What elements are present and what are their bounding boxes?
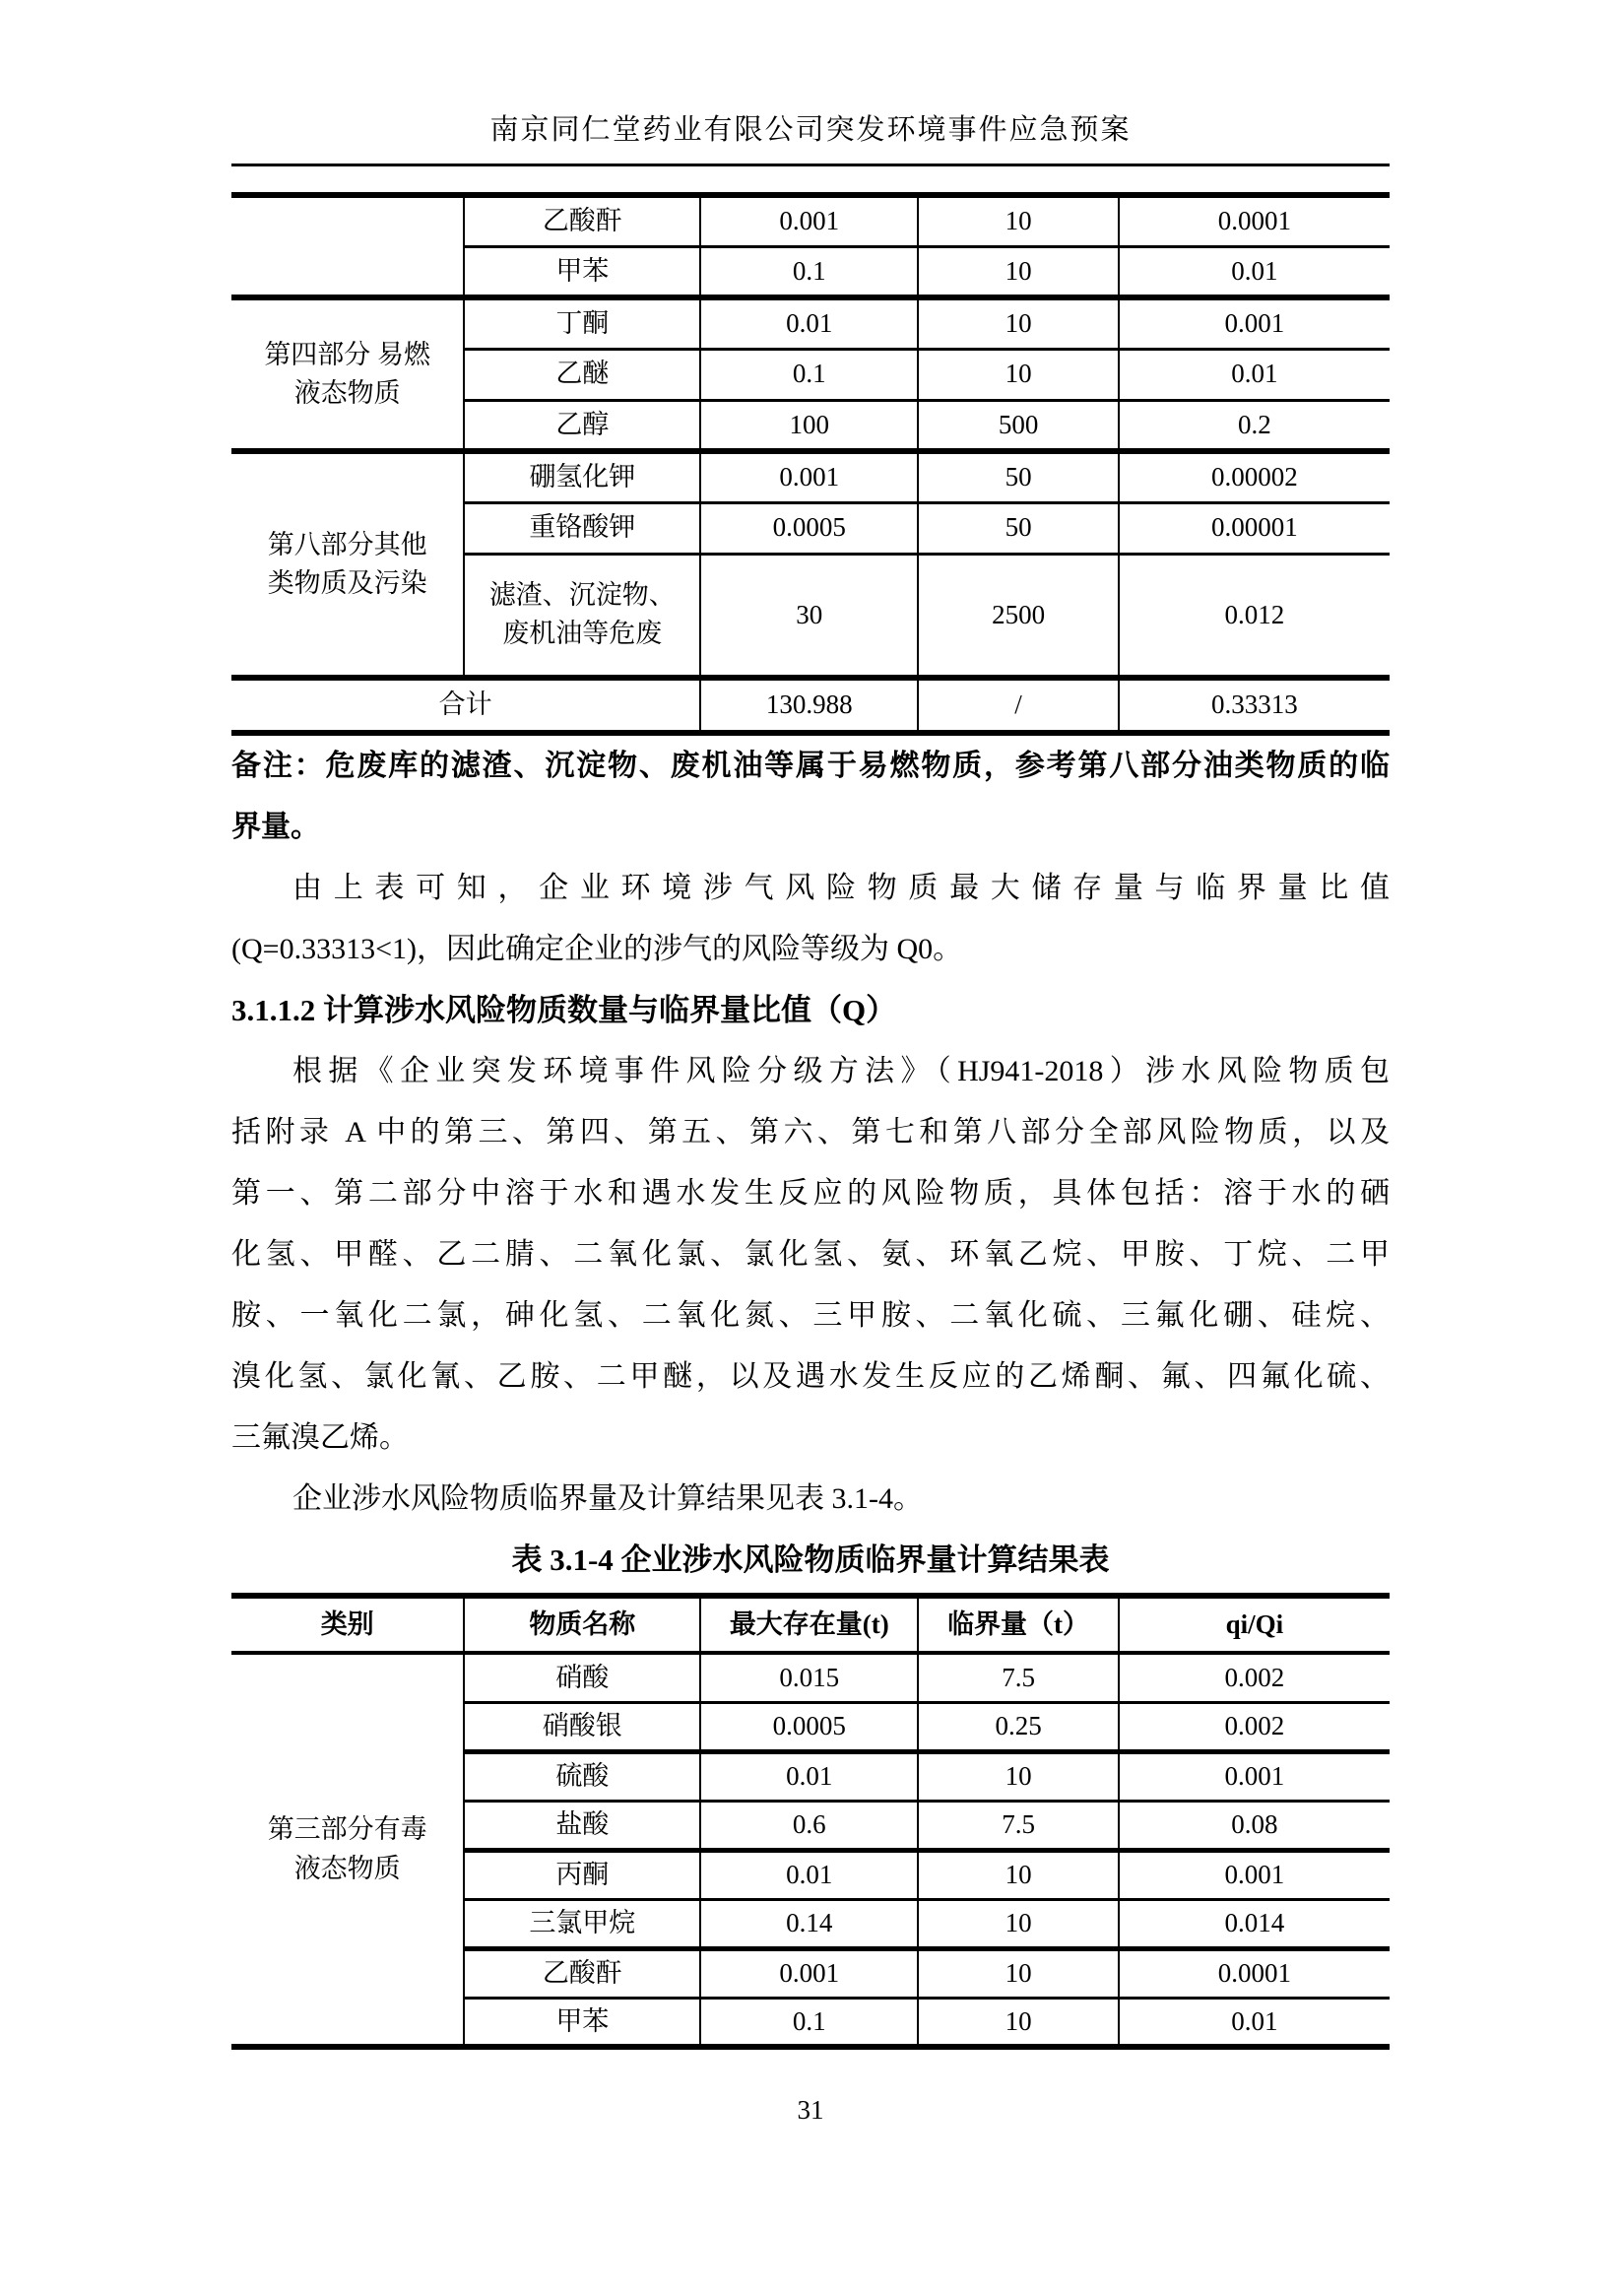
cell-ratio: 0.01 — [1119, 1998, 1390, 2047]
cell-substance-name: 盐酸 — [464, 1801, 700, 1850]
cell-ratio: 0.012 — [1119, 554, 1390, 678]
header-cell-max-quantity: 最大存在量(t) — [700, 1596, 918, 1653]
cell-threshold: 500 — [918, 400, 1118, 451]
page-header — [231, 110, 1390, 166]
table-row — [231, 297, 1390, 349]
cell-substance-name — [464, 554, 700, 678]
header-cell-category: 类别 — [231, 1596, 464, 1653]
cell-category-empty — [231, 195, 464, 297]
note-paragraph-line: 界量。 — [231, 811, 320, 843]
cell-max-quantity: 0.1 — [700, 1998, 918, 2047]
cell-substance-name: 乙酸酐 — [464, 1948, 700, 1998]
table-header-row — [231, 1596, 1390, 1653]
air-conclusion-line: (Q=0.33313<1)，因此确定企业的涉气的风险等级为 Q0。 — [231, 933, 963, 965]
cell-substance-name: 乙酸酐 — [464, 195, 700, 246]
cell-ratio: 0.00002 — [1119, 451, 1390, 502]
water-risk-paragraph-line: 溴化氢、氯化氰、乙胺、二甲醚，以及遇水发生反应的乙烯酮、氟、四氟化硫、 — [231, 1360, 1390, 1393]
cell-category-part8 — [231, 451, 464, 678]
cell-substance-name: 三氯甲烷 — [464, 1899, 700, 1948]
cell-substance-name: 丁酮 — [464, 297, 700, 349]
water-risk-table — [231, 1593, 1390, 2050]
cell-category-part4 — [231, 297, 464, 451]
cell-max-quantity: 0.6 — [700, 1801, 918, 1850]
cell-substance-name: 乙醚 — [464, 349, 700, 400]
cell-threshold: 10 — [918, 1948, 1118, 1998]
water-risk-paragraph-line: 括附录 A 中的第三、第四、第五、第六、第七和第八部分全部风险物质，以及 — [231, 1116, 1390, 1148]
cell-ratio: 0.001 — [1119, 1751, 1390, 1801]
cell-ratio: 0.001 — [1119, 297, 1390, 349]
table2-caption: 表 3.1-4 企业涉水风险物质临界量计算结果表 — [511, 1542, 1110, 1577]
cell-threshold: 10 — [918, 195, 1118, 246]
cell-max-quantity: 0.001 — [700, 451, 918, 502]
water-risk-paragraph-line: 三氟溴乙烯。 — [231, 1421, 409, 1454]
cell-substance-name: 硝酸 — [464, 1653, 700, 1702]
cell-substance-name: 甲苯 — [464, 246, 700, 297]
cell-substance-name: 乙醇 — [464, 400, 700, 451]
cell-max-quantity: 0.1 — [700, 349, 918, 400]
cell-threshold: 2500 — [918, 554, 1118, 678]
cell-total-max: 130.988 — [700, 678, 918, 733]
table-row — [231, 195, 1390, 246]
water-risk-paragraph-line: 胺、一氧化二氯，砷化氢、二氧化氮、三甲胺、二氧化硫、三氟化硼、硅烷、 — [231, 1299, 1390, 1332]
cell-max-quantity: 0.001 — [700, 1948, 918, 1998]
cell-total-threshold: / — [918, 678, 1118, 733]
cell-max-quantity: 0.01 — [700, 297, 918, 349]
cell-ratio: 0.0001 — [1119, 195, 1390, 246]
cell-max-quantity: 0.14 — [700, 1899, 918, 1948]
cell-max-quantity: 0.01 — [700, 1751, 918, 1801]
cell-threshold: 10 — [918, 349, 1118, 400]
cell-substance-name: 甲苯 — [464, 1998, 700, 2047]
cell-max-quantity: 30 — [700, 554, 918, 678]
cell-threshold: 10 — [918, 246, 1118, 297]
cell-threshold: 10 — [918, 297, 1118, 349]
table-reference-line: 企业涉水风险物质临界量及计算结果见表 3.1-4。 — [292, 1482, 923, 1515]
substance-name-line: 滤渣、沉淀物、 — [488, 580, 676, 611]
category-line: 类物质及污染 — [267, 568, 427, 598]
cell-substance-name: 重铬酸钾 — [464, 502, 700, 554]
cell-category-part3 — [231, 1653, 464, 2047]
category-line: 第八部分其他 — [267, 529, 427, 559]
cell-threshold: 50 — [918, 502, 1118, 554]
cell-ratio: 0.001 — [1119, 1850, 1390, 1899]
header-cell-substance-name: 物质名称 — [464, 1596, 700, 1653]
cell-substance-name: 丙酮 — [464, 1850, 700, 1899]
cell-ratio: 0.00001 — [1119, 502, 1390, 554]
category-line: 液态物质 — [293, 378, 401, 408]
cell-total-label: 合计 — [438, 689, 492, 720]
cell-max-quantity: 0.0005 — [700, 502, 918, 554]
cell-max-quantity: 0.0005 — [700, 1702, 918, 1751]
water-risk-paragraph-line: 根据《企业突发环境事件风险分级方法》（HJ941-2018）涉水风险物质包 — [292, 1055, 1390, 1087]
cell-substance-name: 硝酸银 — [464, 1702, 700, 1751]
cell-max-quantity: 0.01 — [700, 1850, 918, 1899]
page-footer — [231, 2095, 1390, 2126]
cell-threshold: 7.5 — [918, 1801, 1118, 1850]
cell-substance-name: 硼氢化钾 — [464, 451, 700, 502]
header-rule — [231, 164, 1390, 166]
cell-max-quantity: 0.015 — [700, 1653, 918, 1702]
water-risk-paragraph-line: 化氢、甲醛、乙二腈、二氧化氯、氯化氢、氨、环氧乙烷、甲胺、丁烷、二甲 — [231, 1238, 1390, 1271]
header-title: 南京同仁堂药业有限公司突发环境事件应急预案 — [489, 114, 1132, 146]
substance-name-line: 废机油等危废 — [502, 619, 663, 649]
cell-threshold: 10 — [918, 1850, 1118, 1899]
cell-threshold: 0.25 — [918, 1702, 1118, 1751]
cell-max-quantity: 0.1 — [700, 246, 918, 297]
cell-ratio: 0.08 — [1119, 1801, 1390, 1850]
cell-ratio: 0.002 — [1119, 1653, 1390, 1702]
table-total-row — [231, 678, 1390, 733]
note-paragraph-line: 备注：危废库的滤渣、沉淀物、废机油等属于易燃物质，参考第八部分油类物质的临 — [231, 750, 1390, 782]
cell-threshold: 10 — [918, 1998, 1118, 2047]
header-cell-threshold: 临界量（t） — [918, 1596, 1118, 1653]
cell-threshold: 50 — [918, 451, 1118, 502]
table-row — [231, 1653, 1390, 1702]
cell-ratio: 0.01 — [1119, 246, 1390, 297]
cell-substance-name: 硫酸 — [464, 1751, 700, 1801]
air-conclusion-line: 由上表可知，企业环境涉气风险物质最大储存量与临界量比值 — [292, 872, 1390, 904]
cell-max-quantity: 0.001 — [700, 195, 918, 246]
header-cell-ratio: qi/Qi — [1119, 1596, 1390, 1653]
category-line: 第三部分有毒 — [267, 1814, 427, 1845]
cell-threshold: 10 — [918, 1751, 1118, 1801]
cell-threshold: 10 — [918, 1899, 1118, 1948]
section-heading-3112: 3.1.1.2 计算涉水风险物质数量与临界量比值（Q） — [231, 993, 897, 1027]
cell-max-quantity: 100 — [700, 400, 918, 451]
cell-threshold: 7.5 — [918, 1653, 1118, 1702]
cell-total-ratio: 0.33313 — [1119, 678, 1390, 733]
cell-ratio: 0.2 — [1119, 400, 1390, 451]
table-row — [231, 451, 1390, 502]
page-number: 31 — [797, 2095, 824, 2125]
water-risk-paragraph-line: 第一、第二部分中溶于水和遇水发生反应的风险物质，具体包括：溶于水的硒 — [231, 1177, 1390, 1210]
cell-ratio: 0.01 — [1119, 349, 1390, 400]
category-line: 第四部分 易燃 — [264, 339, 431, 369]
air-risk-table-continued — [231, 192, 1390, 736]
category-line: 液态物质 — [293, 1853, 401, 1883]
cell-ratio: 0.0001 — [1119, 1948, 1390, 1998]
cell-ratio: 0.014 — [1119, 1899, 1390, 1948]
cell-ratio: 0.002 — [1119, 1702, 1390, 1751]
